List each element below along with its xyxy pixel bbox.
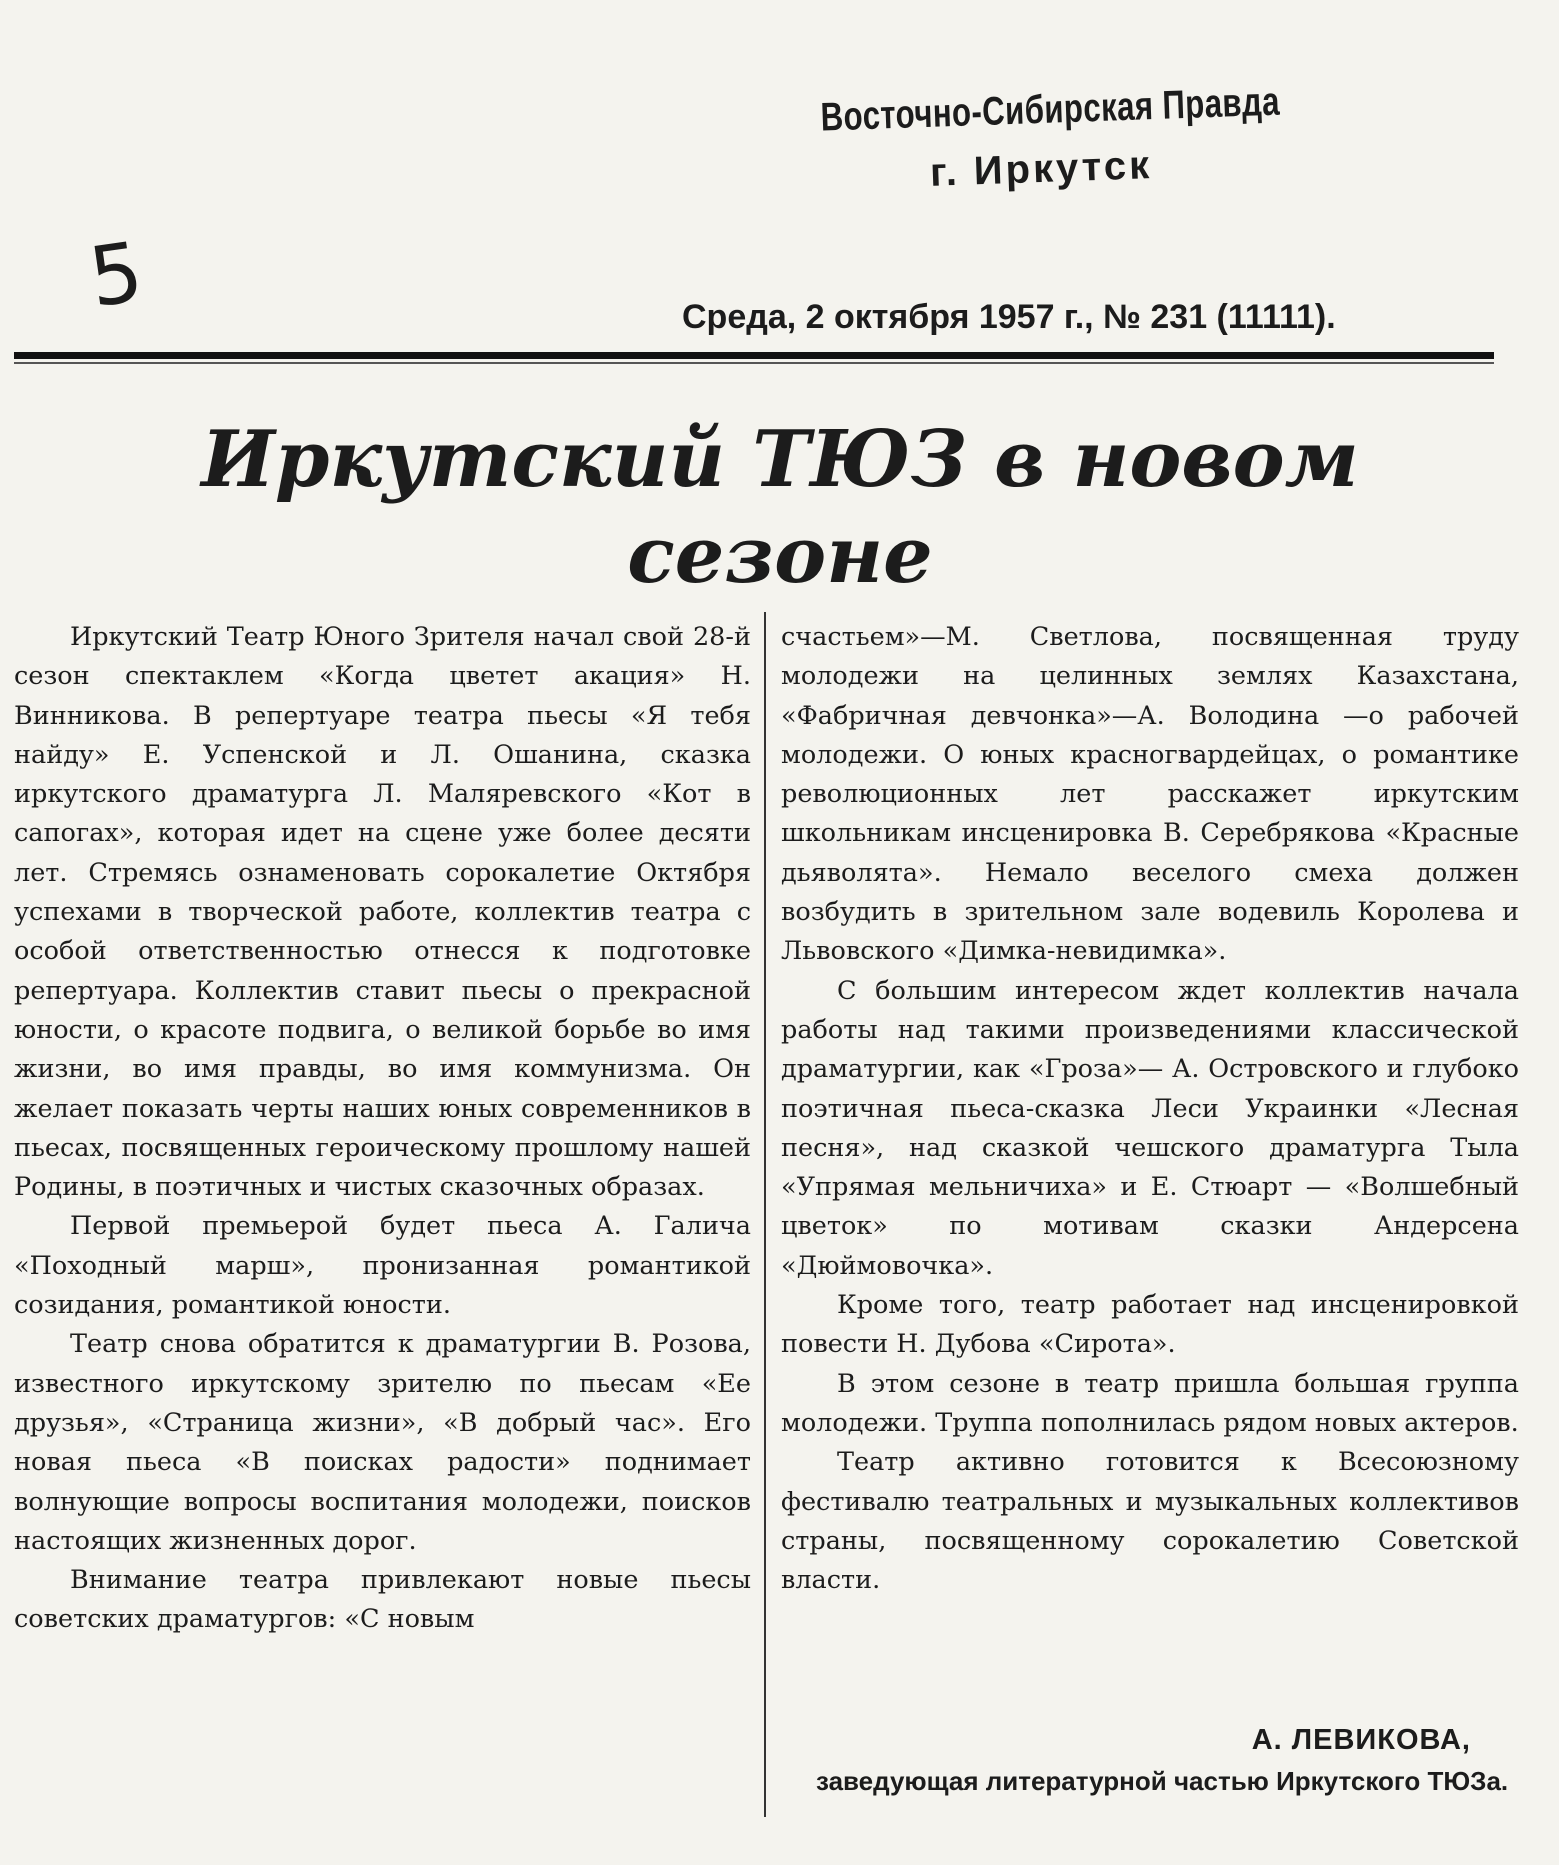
article-column-left <box>14 618 751 1640</box>
author-role: заведующая литературной частью Иркутского ТЮЗа. <box>816 1766 1509 1796</box>
article-paragraph: Внимание театра привлекают новые пьесы советских драматургов: «С новым <box>14 1565 751 1635</box>
article-paragraph: Первой премьерой будет пьеса А. Галича «Походный марш», пронизанная романтикой созидания, романтикой юности. <box>14 1211 751 1321</box>
article-paragraph: Театр снова обратится к драматургии В. Розова, известного иркутскому зрителю по пьесам «Ее друзья», «Страница жизни», «В добрый час». Его новая пьеса «В поисках радости» поднимает волнующие вопросы воспитания молодежи, поисков настоящих жизненных дорог. <box>14 1329 751 1556</box>
article-title: Иркутский ТЮЗ в новом сезоне <box>201 414 1359 601</box>
header-rule-thin <box>14 362 1494 364</box>
header-rule <box>14 352 1494 359</box>
author-name: А. ЛЕВИКОВА, <box>1251 1724 1471 1756</box>
article-paragraph: Иркутский Театр Юного Зрителя начал свой 28-й сезон спектаклем «Когда цветет акация» Н. Винникова. В репертуаре театра пьесы «Я тебя найду» Е. Успенской и Л. Ошанина, сказка иркутского драматурга Л. Маляревского «Кот в сапогах», которая идет на сцене уже более десяти лет. Стремясь ознаменовать сорокалетие Октября успехами в творческой работе, коллектив театра с особой ответственностью отнесся к подготовке репертуара. Коллектив ставит пьесы о прекрасной юности, о красоте подвига, о великой борьбе во имя жизни, во имя правды, во имя коммунизма. Он желает показать черты наших юных современников в пьесах, посвященных героическому прошлому нашей Родины, в поэтичных и чистых сказочных образах. <box>14 622 751 1203</box>
article-column-right <box>781 618 1519 1600</box>
issue-dateline: Среда, 2 октября 1957 г., № 231 (11111). <box>682 298 1336 336</box>
handwritten-page-number: 5 <box>83 224 149 327</box>
article-paragraph: Театр активно готовится к Всесоюзному фестивалю театральных и музыкальных коллективов страны, посвященному сорокалетию Советской власти. <box>781 1447 1519 1596</box>
newspaper-stamp <box>758 78 1321 201</box>
newspaper-name: Восточно-Сибирская Правда <box>819 79 1281 140</box>
column-divider <box>764 612 766 1817</box>
article-paragraph: С большим интересом ждет коллектив начала работы над такими произведениями классической драматургии, как «Гроза»— А. Островского и глубоко поэтичная пьеса-сказка Леси Украинки «Лесная песня», над сказкой чешского драматурга Тыла «Упрямая мельничиха» и Е. Стюарт — «Волшебный цветок» по мотивам сказки Андерсена «Дюймовочка». <box>781 975 1519 1281</box>
article-paragraph-continued: счастьем»—М. Светлова, посвященная труду молодежи на целинных землях Казахстана, «Фабричная девчонка»—А. Володина —о рабочей молодежи. О юных красногвардейцах, о романтике революционных лет расскажет иркутским школьникам инсценировка В. Серебрякова «Красные дьяволята». Немало веселого смеха должен возбудить в зрительном зале водевиль Королева и Львовского «Димка-невидимка». <box>781 622 1519 967</box>
article-paragraph: В этом сезоне в театр пришла большая группа молодежи. Труппа пополнилась рядом новых актеров. <box>781 1368 1519 1438</box>
article-paragraph: Кроме того, театр работает над инсценировкой повести Н. Дубова «Сирота». <box>781 1290 1519 1360</box>
newspaper-city: г. Иркутск <box>929 143 1153 195</box>
